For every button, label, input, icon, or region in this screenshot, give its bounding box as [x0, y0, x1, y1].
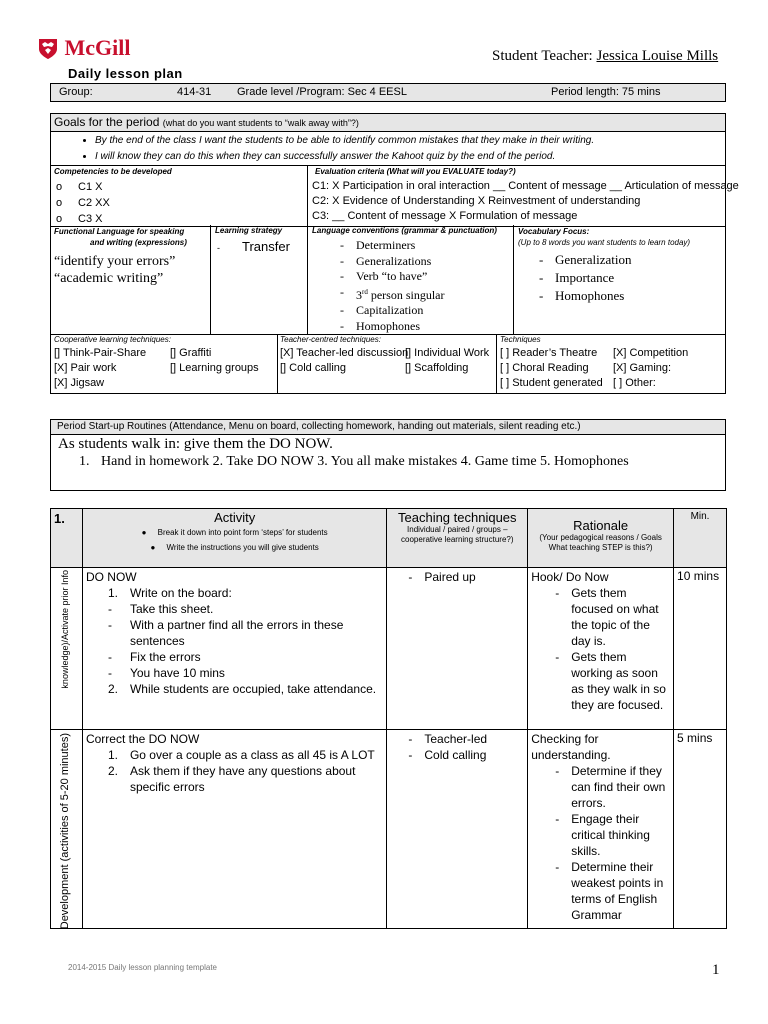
technique-option: [ ] Choral Reading [500, 362, 589, 374]
vocabulary-title: Vocabulary Focus: (Up to 8 words you want students to learn today) [518, 227, 691, 247]
activity-step: - You have 10 mins [107, 666, 225, 680]
student-teacher-label: Student Teacher: [492, 48, 597, 64]
expression-item: “academic writing” [54, 271, 164, 286]
startup-header: Period Start-up Routines (Attendance, Menu on board, collecting homework, handing out materials, silent reading etc.) [51, 420, 725, 435]
student-teacher [492, 48, 718, 65]
coop-option: [] Learning groups [170, 362, 259, 374]
coop-option: [X] Jigsaw [54, 377, 105, 389]
techniques-section [50, 334, 726, 394]
group-value: 414-31 [177, 86, 212, 98]
vocabulary-list [533, 251, 632, 305]
teaching-header: Teaching techniques Individual / paired / groups – cooperative learning structure?) [387, 509, 528, 568]
technique-option: [ ] Student generated [500, 377, 603, 389]
competencies-section [50, 165, 739, 227]
rationale-item: - Determine their weakest points in terms of English Grammar [549, 859, 670, 923]
coop-option: [X] Pair work [54, 362, 117, 374]
goals-header [51, 114, 725, 132]
startup-steps: 1. Hand in homework 2. Take DO NOW 3. You all make mistakes 4. Game time 5. Homophones [79, 454, 629, 469]
techniques-col2 [613, 346, 688, 391]
language-conventions-list [334, 238, 445, 334]
rationale-item: - Engage their critical thinking skills. [549, 811, 670, 859]
vocabulary-item: - Homophones [533, 287, 632, 305]
rationale-title: Hook/ Do Now [531, 570, 609, 584]
activity-step: 2. While students are occupied, take attendance. [107, 682, 377, 696]
goals-subtitle: (what do you want students to “walk away with”?) [162, 118, 359, 128]
mcgill-logo [38, 35, 131, 64]
teacher-option: [] Individual Work [405, 347, 490, 359]
goals-section [50, 113, 726, 166]
table-row [51, 730, 727, 929]
activity-header: Activity ● Break it down into point form ‘steps’ for students ● Write the instructions you will give students [82, 509, 386, 568]
row-number: 1. [51, 509, 83, 568]
rationale-item: - Gets them working as soon as they walk in so they are focused. [549, 649, 670, 713]
technique-option: [ ] Reader’s Theatre [500, 347, 598, 359]
technique-option: [ ] Other: [613, 377, 656, 389]
convention-item: - Verb “to have” [334, 269, 445, 285]
coop-col1 [54, 346, 146, 391]
minutes-cell: 5 mins [674, 730, 727, 929]
footer-template-name: 2014-2015 Daily lesson planning template [68, 963, 217, 972]
activity-step: 1. Go over a couple as a class as all 45 is A LOT [107, 748, 375, 762]
coop-col2 [170, 346, 259, 376]
table-row [51, 568, 727, 730]
goal-item: • By the end of the class I want the students to be able to identify common mistakes that they make in their writing. [95, 133, 725, 149]
rationale-cell [528, 730, 674, 929]
grade-level: Grade level /Program: Sec 4 EESL [237, 86, 407, 98]
coop-title: Cooperative learning techniques: [54, 335, 171, 344]
activity-title: Correct the DO NOW [85, 732, 200, 746]
convention-item: - Capitalization [334, 303, 445, 319]
doc-title: Daily lesson plan [68, 66, 183, 81]
startup-line: As students walk in: give them the DO NOW. [58, 436, 333, 452]
vocabulary-item: - Generalization [533, 251, 632, 269]
functional-language-list [54, 253, 175, 287]
learning-strategy-item: - Transfer [217, 239, 290, 254]
convention-item: - Determiners [334, 238, 445, 254]
row-side-label: Development (activities of 5-20 minutes) [51, 730, 83, 929]
page-number: 1 [712, 962, 720, 978]
rationale-header: Rationale (Your pedagogical reasons / Goals What teaching STEP is this?) [528, 509, 674, 568]
teacher-centred-col2 [405, 346, 489, 376]
minutes-cell: 10 mins [674, 568, 727, 730]
techniques-title: Techniques [500, 335, 541, 344]
activity-title: DO NOW [85, 570, 137, 584]
competencies-title: Competencies to be developed [54, 167, 172, 176]
expression-item: “identify your errors” [54, 254, 176, 269]
activity-step: - Take this sheet. [107, 602, 214, 616]
rationale-item: - Gets them focused on what the topic of the day is. [549, 585, 670, 649]
activity-step: 2. Ask them if they have any questions about specific errors [107, 764, 356, 794]
crest-icon [38, 38, 58, 60]
activity-step: 1. Write on the board: [107, 586, 232, 600]
language-conventions-title: Language conventions (grammar & punctuation) [312, 226, 497, 235]
technique-item: - Cold calling [402, 747, 524, 763]
convention-item: - Generalizations [334, 254, 445, 270]
group-label: Group: [59, 86, 93, 98]
technique-option: [X] Gaming: [613, 362, 672, 374]
logo-text: McGill [64, 35, 131, 60]
evaluation-list [312, 179, 739, 224]
language-section [50, 225, 726, 335]
goals-title: Goals for the period [54, 115, 160, 129]
coop-option: [] Graffiti [170, 347, 212, 359]
techniques-cell [387, 730, 528, 929]
evaluation-line: C2: X Evidence of Understanding X Reinvestment of understanding [312, 195, 641, 207]
evaluation-title: Evaluation criteria (What will you EVALUATE today?) [315, 167, 516, 176]
competency-item: o C3 X [56, 213, 103, 225]
evaluation-line: C3: __ Content of message X Formulation of message [312, 210, 578, 222]
vocabulary-item: - Importance [533, 269, 632, 287]
rationale-cell [528, 568, 674, 730]
lesson-plan-table [50, 508, 727, 929]
learning-strategy-title: Learning strategy [215, 226, 283, 235]
min-header: Min. [674, 509, 727, 568]
rationale-item: - Determine if they can find their own errors. [549, 763, 670, 811]
coop-option: [] Think-Pair-Share [54, 347, 147, 359]
teacher-option: [] Cold calling [280, 362, 347, 374]
competency-item: o C1 X [56, 181, 103, 193]
goal-item: • I will know they can do this when they can successfully answer the Kahoot quiz by the end of the period. [95, 149, 725, 165]
techniques-col1 [500, 346, 603, 391]
convention-item: - 3rd person singular [334, 285, 445, 304]
technique-option: [X] Competition [613, 347, 689, 359]
teacher-option: [X] Teacher-led discussion [280, 347, 409, 359]
activity-step: - With a partner find all the errors in these sentences [107, 618, 344, 648]
period-length: Period length: 75 mins [551, 86, 661, 98]
competencies-list [56, 179, 110, 227]
technique-item: - Paired up [402, 569, 524, 585]
techniques-cell [387, 568, 528, 730]
activity-cell [82, 730, 386, 929]
activity-cell [82, 568, 386, 730]
teacher-option: [] Scaffolding [405, 362, 469, 374]
startup-section [50, 419, 726, 491]
convention-item: - Homophones [334, 319, 445, 335]
student-teacher-name: Jessica Louise Mills [596, 48, 719, 64]
activity-step: - Fix the errors [107, 650, 201, 664]
row-side-label: knowledge)/Activate prior Info [51, 568, 83, 730]
functional-language-title: Functional Language for speaking and writing (expressions) [54, 227, 187, 247]
info-row [50, 83, 726, 102]
activity-steps [86, 747, 383, 795]
competency-item: o C2 XX [56, 197, 110, 209]
goals-list [51, 132, 725, 165]
technique-item: - Teacher-led [402, 731, 524, 747]
table-header-row [51, 509, 727, 568]
teacher-centred-col1 [280, 346, 408, 376]
teacher-centred-title: Teacher-centred techniques: [280, 335, 381, 344]
activity-steps [86, 585, 383, 697]
evaluation-line: C1: X Participation in oral interaction __ Content of message __ Articulation of message [312, 180, 739, 192]
rationale-title: Checking for understanding. [531, 732, 611, 762]
